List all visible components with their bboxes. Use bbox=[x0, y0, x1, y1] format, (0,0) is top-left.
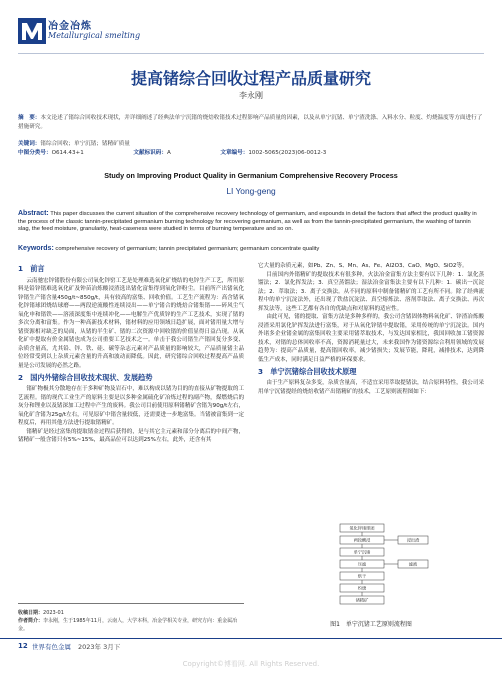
english-abstract-label: Abstract: bbox=[18, 210, 49, 217]
header-rule bbox=[18, 53, 484, 54]
flow-node: 单宁沉锗 bbox=[353, 549, 371, 555]
doc-code-label: 文献标识码： bbox=[133, 150, 167, 156]
process-flowchart bbox=[302, 523, 434, 615]
doc-code-value: A bbox=[166, 150, 171, 156]
flow-node: 锗精矿 bbox=[355, 597, 369, 603]
flow-node: 灼烧 bbox=[357, 585, 367, 591]
paper-author: 李永刚 bbox=[239, 91, 263, 100]
keywords-cn-text: 锗综合回收；单宁沉锗；锗精矿质量 bbox=[40, 141, 130, 147]
paragraph: 它大量的杂质元素，如Pb、Zn、S、Mn、As、Fe、Al2O3、CaO、MgO、SiO2等。 bbox=[258, 263, 468, 269]
english-author: LI Yong-geng bbox=[226, 186, 276, 196]
english-abstract-text: This paper discusses the current situation of the comprehensive recovery technology of germanium, and expounds in detail the factors that affect the product quality in the process of the classic tannin-precipitated germanium burning technology for recovering germanium, as well as from the tannin-precipitated germanium, the washing of tannin slag, the feed moisture, granularity, heat-caseness were studied in terms of burning temperature and so on. bbox=[18, 211, 477, 233]
paragraph: 锗矿物极其分散地存在于多种矿物及岩石中，难以构成以锗为目的的直接从矿物提取的工艺流程。锗的现代工业生产的原料主要是以多种金属硫化矿冶炼过程的副产物，煤燃烧后的灰分和锂业以及锗深加工过程中产生的废料。我公司目前使用原料锗精矿含锗为90g/t左右，氧化矿含锗为25g/t左右，可见原矿中锗含量较低，还需要进一步地富集。当锗被富集到一定程度后，再用其他方法进行提取锗精矿。 bbox=[18, 386, 244, 427]
section-heading-2: 2 国内外锗综合回收技术现状、发展趋势 bbox=[18, 372, 153, 382]
right-column bbox=[258, 262, 484, 396]
english-keywords-text: comprehensive recovery of germanium; tannin precipitated germanium; germanium concentrate quality bbox=[55, 246, 320, 252]
abstract-cn bbox=[18, 114, 484, 131]
classification-line bbox=[18, 149, 484, 158]
flow-side-node: 浸出渣 bbox=[406, 537, 420, 543]
flow-node: 烘干 bbox=[357, 573, 367, 579]
figure-caption: 图1 单宁沉锗工艺原则流程图 bbox=[330, 621, 412, 628]
clc-label: 中图分类号： bbox=[18, 150, 52, 156]
author-bio-label: 作者简介： bbox=[18, 618, 44, 624]
paragraph: 目前国内外锗精矿的提取技术有很多种，火法冶金富集方法主要有以下几种：1．氯化蒸馏法；2．氯化挥发法；3．真空蒸馏法；湿法冶金富集法主要有以下几种：1．碳出一沉淀法；2．萃取法；3．离子交换法。从不同的原料中制备锗精矿的工艺有所不同。除了经典流程中的单宁沉淀法外，还出现了铁盐沉淀法、真空熔炼法、溶剂萃取法、离子交换法、再次挥发法等，这些工艺都有各自的优缺点和对原料的适应性。 bbox=[258, 271, 484, 312]
left-column bbox=[18, 262, 244, 445]
flow-side-node: 滤液 bbox=[408, 561, 418, 567]
journal-logo-icon bbox=[18, 18, 46, 44]
received-label: 收稿日期： bbox=[18, 610, 44, 616]
clc-value: O614.43+1 bbox=[51, 150, 84, 156]
paragraph: 由此可见，锗的提取、富集方法是多种多样的，我公司含锗固体物料氧化矿、锌渣冶炼酸浸渣采用氯化铲挥发法进行富集，对于从氧化锌锗中提取锗，采用传统的单宁沉淀法。国内外诸多企业锗金属的富集回收主要采用锗萃取技术，与发达国家相比，我国回收加工锗资源技术，对锗的总体回收率不高，资源消耗量过大，未来我国作为锗资源综合利用领域的发展趋势为：提高产品质量，提高锗回收率，减少锗损失；发展节能，降耗，减排技术，达到降低生产成本，同时满足日益严格的环保要求。 bbox=[258, 314, 484, 364]
abstract-cn-label: 摘 要： bbox=[18, 115, 41, 121]
section-heading-3: 3 单宁沉锗综合回收技术原理 bbox=[258, 366, 357, 376]
received-date: 2023-01 bbox=[43, 610, 64, 616]
keywords-cn-label: 关键词： bbox=[18, 141, 41, 147]
english-keywords bbox=[18, 245, 484, 252]
flow-node: 压滤 bbox=[357, 561, 367, 567]
english-abstract bbox=[18, 210, 484, 234]
abstract-cn-text: 本文论述了锗综合回收技术现状，并详细阐述了经典法单宁沉锗的烧焙收锗技术过程影响产品质量的因素，以及从单宁沉锗、单宁渣洗涤、入料水分、粒度、灼烧温度等方面进行了措施研究。 bbox=[18, 115, 483, 130]
page-number: 12 bbox=[18, 642, 28, 650]
paper-title: 提高锗综合回收过程产品质量研究 bbox=[130, 69, 371, 88]
paragraph: 由于生产原料复杂多变，杂质含量高，不适宜采用萃取提锗法，结合原料特性，我公司采用单宁沉锗提经的烧焙收锗产出锗精矿的技术，工艺原则流程图如下： bbox=[258, 380, 484, 395]
journal-section-en: Metallurgical smelting bbox=[48, 31, 141, 40]
journal-section-cn: 冶金冶炼 bbox=[48, 21, 92, 32]
english-keywords-label: Keywords: bbox=[18, 245, 54, 252]
journal-name: 世界有色金属 bbox=[32, 643, 71, 651]
footnote bbox=[18, 609, 244, 633]
keywords-cn bbox=[18, 140, 484, 149]
english-title: Study on Improving Product Quality in Germanium Comprehensive Recovery Process bbox=[104, 171, 398, 180]
paragraph: 云南驰宏锌锗股份有限公司氧化锌窑工艺是处理难选氧化矿烧结的电锌生产工艺，所用原料是铅锌锗难选氧化矿及钟苗冶炼酸浸渣选出锗化富集得到氧化锌粉尘。目前所产出锗氧化锌锗生产锗含量450g/t~850g/t，具有较高的富集、回收价值。工艺生产流程为：高含锗氧化锌锗球团烧结球磨——两段逆流酸性连续浸出——单宁锗合的烧焙合锗集锗——碎风尘气氧化申和锗铁——溶液深度集中连续冲化——电解生产优质锌的生产工艺技术，实现了锗的多次分离和富集。作为一种高新技术材料，锗材料的应用领域日趋扩展，面对锗用量大增与锗资源相对缺乏的局面，从锗的半生矿、锗的二次资源中回收锗的价值显得日益凸现。从氧化矿中提取有价金属锗也成为公司重要工艺技术之一。单击于我公司锗生产锗回复分多变、杂质含量高，尤其铅、锌、铁、硅、碳等杂志元素对产品质量的影响较大，产品质量锗主品位经常受到以上杂质元素含量的升高和波动而降低。因此，研究锗综合回收过程提高产品质量是公司发展的必然之路。 bbox=[18, 277, 244, 370]
article-id-label: 文章编号： bbox=[220, 150, 249, 156]
flow-node: 两段酸浸 bbox=[353, 537, 371, 543]
author-bio: 李永刚，生于1985年11月，云南人，大学本科，冶金学相关专业，研究方向：重金属冶金。 bbox=[18, 618, 238, 632]
copyright-watermark: Copyright©博看网. All Rights Reserved. bbox=[182, 660, 320, 668]
footnote-rule bbox=[18, 603, 244, 604]
flow-node: 氧化锌锗球团 bbox=[349, 525, 375, 531]
section-heading-1: 1 前言 bbox=[18, 264, 45, 273]
journal-issue: 2023年 3月下 bbox=[78, 643, 121, 651]
article-id-value: 1002-5065(2023)06-0012-3 bbox=[248, 150, 327, 156]
footer-rule bbox=[0, 638, 502, 639]
paragraph: 锗精矿是经过富集的提取锗金过程后获得的，是与其它主元素和部分分离后的中间产物，锗精矿一般含锗只有5%~15%，最高品位可以达到25%左右，此外，还含有其 bbox=[18, 428, 244, 444]
